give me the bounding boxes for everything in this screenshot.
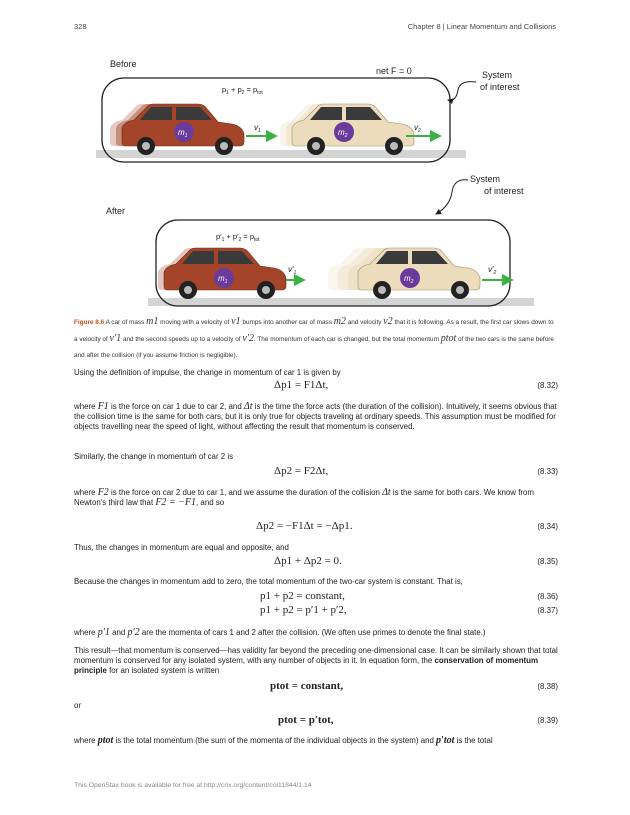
- before-label: Before: [110, 59, 137, 69]
- math-p1-prime: p′1: [97, 627, 110, 638]
- equation-expr: p1 + p2 = constant,: [260, 590, 345, 602]
- collision-figure: [64, 50, 534, 312]
- caption-text: of the two cars is the same before and after the collision (if you assume friction is negligible).: [74, 336, 554, 359]
- caption-text: and velocity: [345, 319, 384, 326]
- equation-8-32: [74, 379, 558, 393]
- math-F2: F2: [97, 487, 109, 498]
- math-dt: Δt: [382, 487, 391, 498]
- page-number: 328: [74, 22, 87, 31]
- text: , and so: [196, 498, 225, 507]
- equation-8-36: [74, 590, 558, 604]
- math-ptot: ptot: [97, 735, 114, 746]
- equation-8-39: [74, 714, 558, 728]
- paragraph-impulse: Using the definition of impulse, the change in momentum of car 1 is given by: [74, 368, 341, 377]
- car-1-after: [158, 248, 286, 299]
- caption-text: moving with a velocity of: [158, 319, 232, 326]
- paragraph-force-car2: [74, 488, 558, 508]
- equation-number: (8.36): [537, 592, 558, 601]
- eq-before: $p_1 + p_2 = p_{tot}$: [222, 85, 263, 96]
- caption-m2: m2: [333, 316, 346, 327]
- text: and: [109, 628, 128, 637]
- paragraph-equal-opposite: Thus, the changes in momentum are equal and opposite, and: [74, 543, 289, 552]
- text: is the total: [454, 736, 493, 745]
- caption-m1: m1: [146, 316, 159, 327]
- math-newton: F2 = −F1: [155, 497, 197, 508]
- system-label-2-line2: of interest: [484, 186, 524, 196]
- equation-number: (8.37): [537, 606, 558, 615]
- mass-label-m2-after: $m_2$: [404, 274, 414, 285]
- math-ptot-prime: p′tot: [436, 735, 455, 746]
- text: where: [74, 736, 98, 745]
- net-force-label: net F = 0: [376, 66, 412, 76]
- math-p2-prime: p′2: [127, 627, 140, 638]
- system-pointer-1: [448, 82, 476, 101]
- velocity-label-v2: $v_2$: [414, 123, 421, 134]
- equation-expr: Δp2 = −F1Δt = −Δp1.: [256, 520, 353, 532]
- car-1-before: [110, 104, 244, 155]
- text: where: [74, 402, 98, 411]
- footer-notice: This OpenStax book is available for free at http://cnx.org/content/col11844/1.14: [74, 782, 312, 789]
- caption-v2: v2: [383, 316, 393, 327]
- caption-v2-prime: v′2: [242, 333, 254, 344]
- system-label-2-line1: System: [470, 174, 501, 184]
- velocity-label-v1: $v_1$: [254, 123, 261, 134]
- text: is the time the force acts (the duration of the collision). Intuitively, it seems obvious that the collision time is the same for both cars, but it is only true for objects traveling at ordinary speeds. This assumption must be modified for objects travelling near the speed of light, without affecting the result that momentum is conserved.: [74, 402, 557, 431]
- equation-expr: ptot = constant,: [270, 680, 344, 692]
- equation-number: (8.35): [537, 557, 558, 566]
- equation-8-33: [74, 465, 558, 479]
- equation-8-38: [74, 680, 558, 694]
- equation-expr: p1 + p2 = p′1 + p′2,: [260, 604, 347, 616]
- system-label-1-line1: System: [482, 70, 513, 80]
- equation-8-35: [74, 555, 558, 569]
- math-F1: F1: [97, 401, 109, 412]
- text: is the force on car 1 due to car 2, and: [108, 402, 244, 411]
- equation-number: (8.34): [537, 522, 558, 531]
- chapter-title: Chapter 8 | Linear Momentum and Collisions: [407, 22, 556, 31]
- text: are the momenta of cars 1 and 2 after the collision. (We often use primes to denote the final state.): [139, 628, 486, 637]
- text: is the total momentum (the sum of the momenta of the individual objects in the system) and: [113, 736, 437, 745]
- equation-number: (8.38): [537, 682, 558, 691]
- text: where: [74, 628, 98, 637]
- equation-expr: Δp1 = F1Δt,: [274, 379, 329, 391]
- car-2-after: [328, 248, 480, 299]
- caption-text: that it is following. As a result, the first car slows down to a velocity of: [74, 319, 554, 343]
- paragraph-primes: [74, 628, 558, 638]
- text: where: [74, 488, 98, 497]
- velocity-label-v2-after: $v'_2$: [488, 265, 497, 276]
- road-after: [148, 298, 534, 306]
- equation-number: (8.39): [537, 716, 558, 725]
- caption-ptot: ptot: [440, 333, 457, 344]
- figure-label: Figure 8.6: [74, 319, 105, 326]
- car-2-before: [280, 104, 414, 155]
- mass-label-m1-after: $m_1$: [218, 274, 228, 285]
- equation-expr: Δp1 + Δp2 = 0.: [274, 555, 342, 567]
- mass-label-m1: $m_1$: [178, 128, 188, 139]
- equation-8-34: [74, 520, 558, 534]
- equation-number: (8.33): [537, 467, 558, 476]
- equation-expr: Δp2 = F2Δt,: [274, 465, 329, 477]
- caption-v1: v1: [231, 316, 241, 327]
- paragraph-total-constant: Because the changes in momentum add to zero, the total momentum of the two-car system is constant. That is,: [74, 577, 463, 586]
- equation-number: (8.32): [537, 381, 558, 390]
- math-dt: Δt: [243, 401, 253, 412]
- caption-text: bumps into another car of mass: [240, 319, 334, 326]
- system-label-1-line2: of interest: [480, 82, 520, 92]
- text: This result—that momentum is conserved—has validity far beyond the preceding one-dimensional case. It can be similarly shown that total momentum is conserved for any isolated system, with any number of objects in it. In equation form, the: [74, 646, 558, 665]
- text: is the force on car 2 due to car 1, and we assume the duration of the collision: [108, 488, 383, 497]
- figure-caption: [74, 314, 558, 364]
- caption-text: A car of mass: [104, 319, 147, 326]
- caption-text: and the second speeds up to a velocity of: [121, 336, 243, 343]
- paragraph-or: or: [74, 701, 82, 710]
- equation-expr: ptot = p′tot,: [278, 714, 334, 726]
- system-pointer-2: [436, 180, 468, 214]
- key-term: conservation of momentum principle: [74, 656, 538, 675]
- paragraph-car2: Similarly, the change in momentum of car 2 is: [74, 452, 234, 461]
- paragraph-force-car1: [74, 402, 558, 432]
- equation-8-37: [74, 604, 558, 618]
- caption-text: . The momentum of each car is changed, but the total momentum: [253, 336, 441, 343]
- text: for an isolated system is written: [106, 666, 220, 675]
- mass-label-m2: $m_2$: [338, 128, 348, 139]
- caption-v1-prime: v′1: [109, 333, 122, 344]
- eq-after: $p'_1 + p'_2 = p_{tot}$: [216, 232, 260, 243]
- text: is the same for both cars. We know from Newton's third law that: [74, 488, 534, 507]
- paragraph-conservation: [74, 646, 558, 676]
- after-label: After: [106, 206, 126, 216]
- paragraph-ptot-definition: [74, 736, 558, 746]
- velocity-label-v1-after: $v'_1$: [288, 265, 297, 276]
